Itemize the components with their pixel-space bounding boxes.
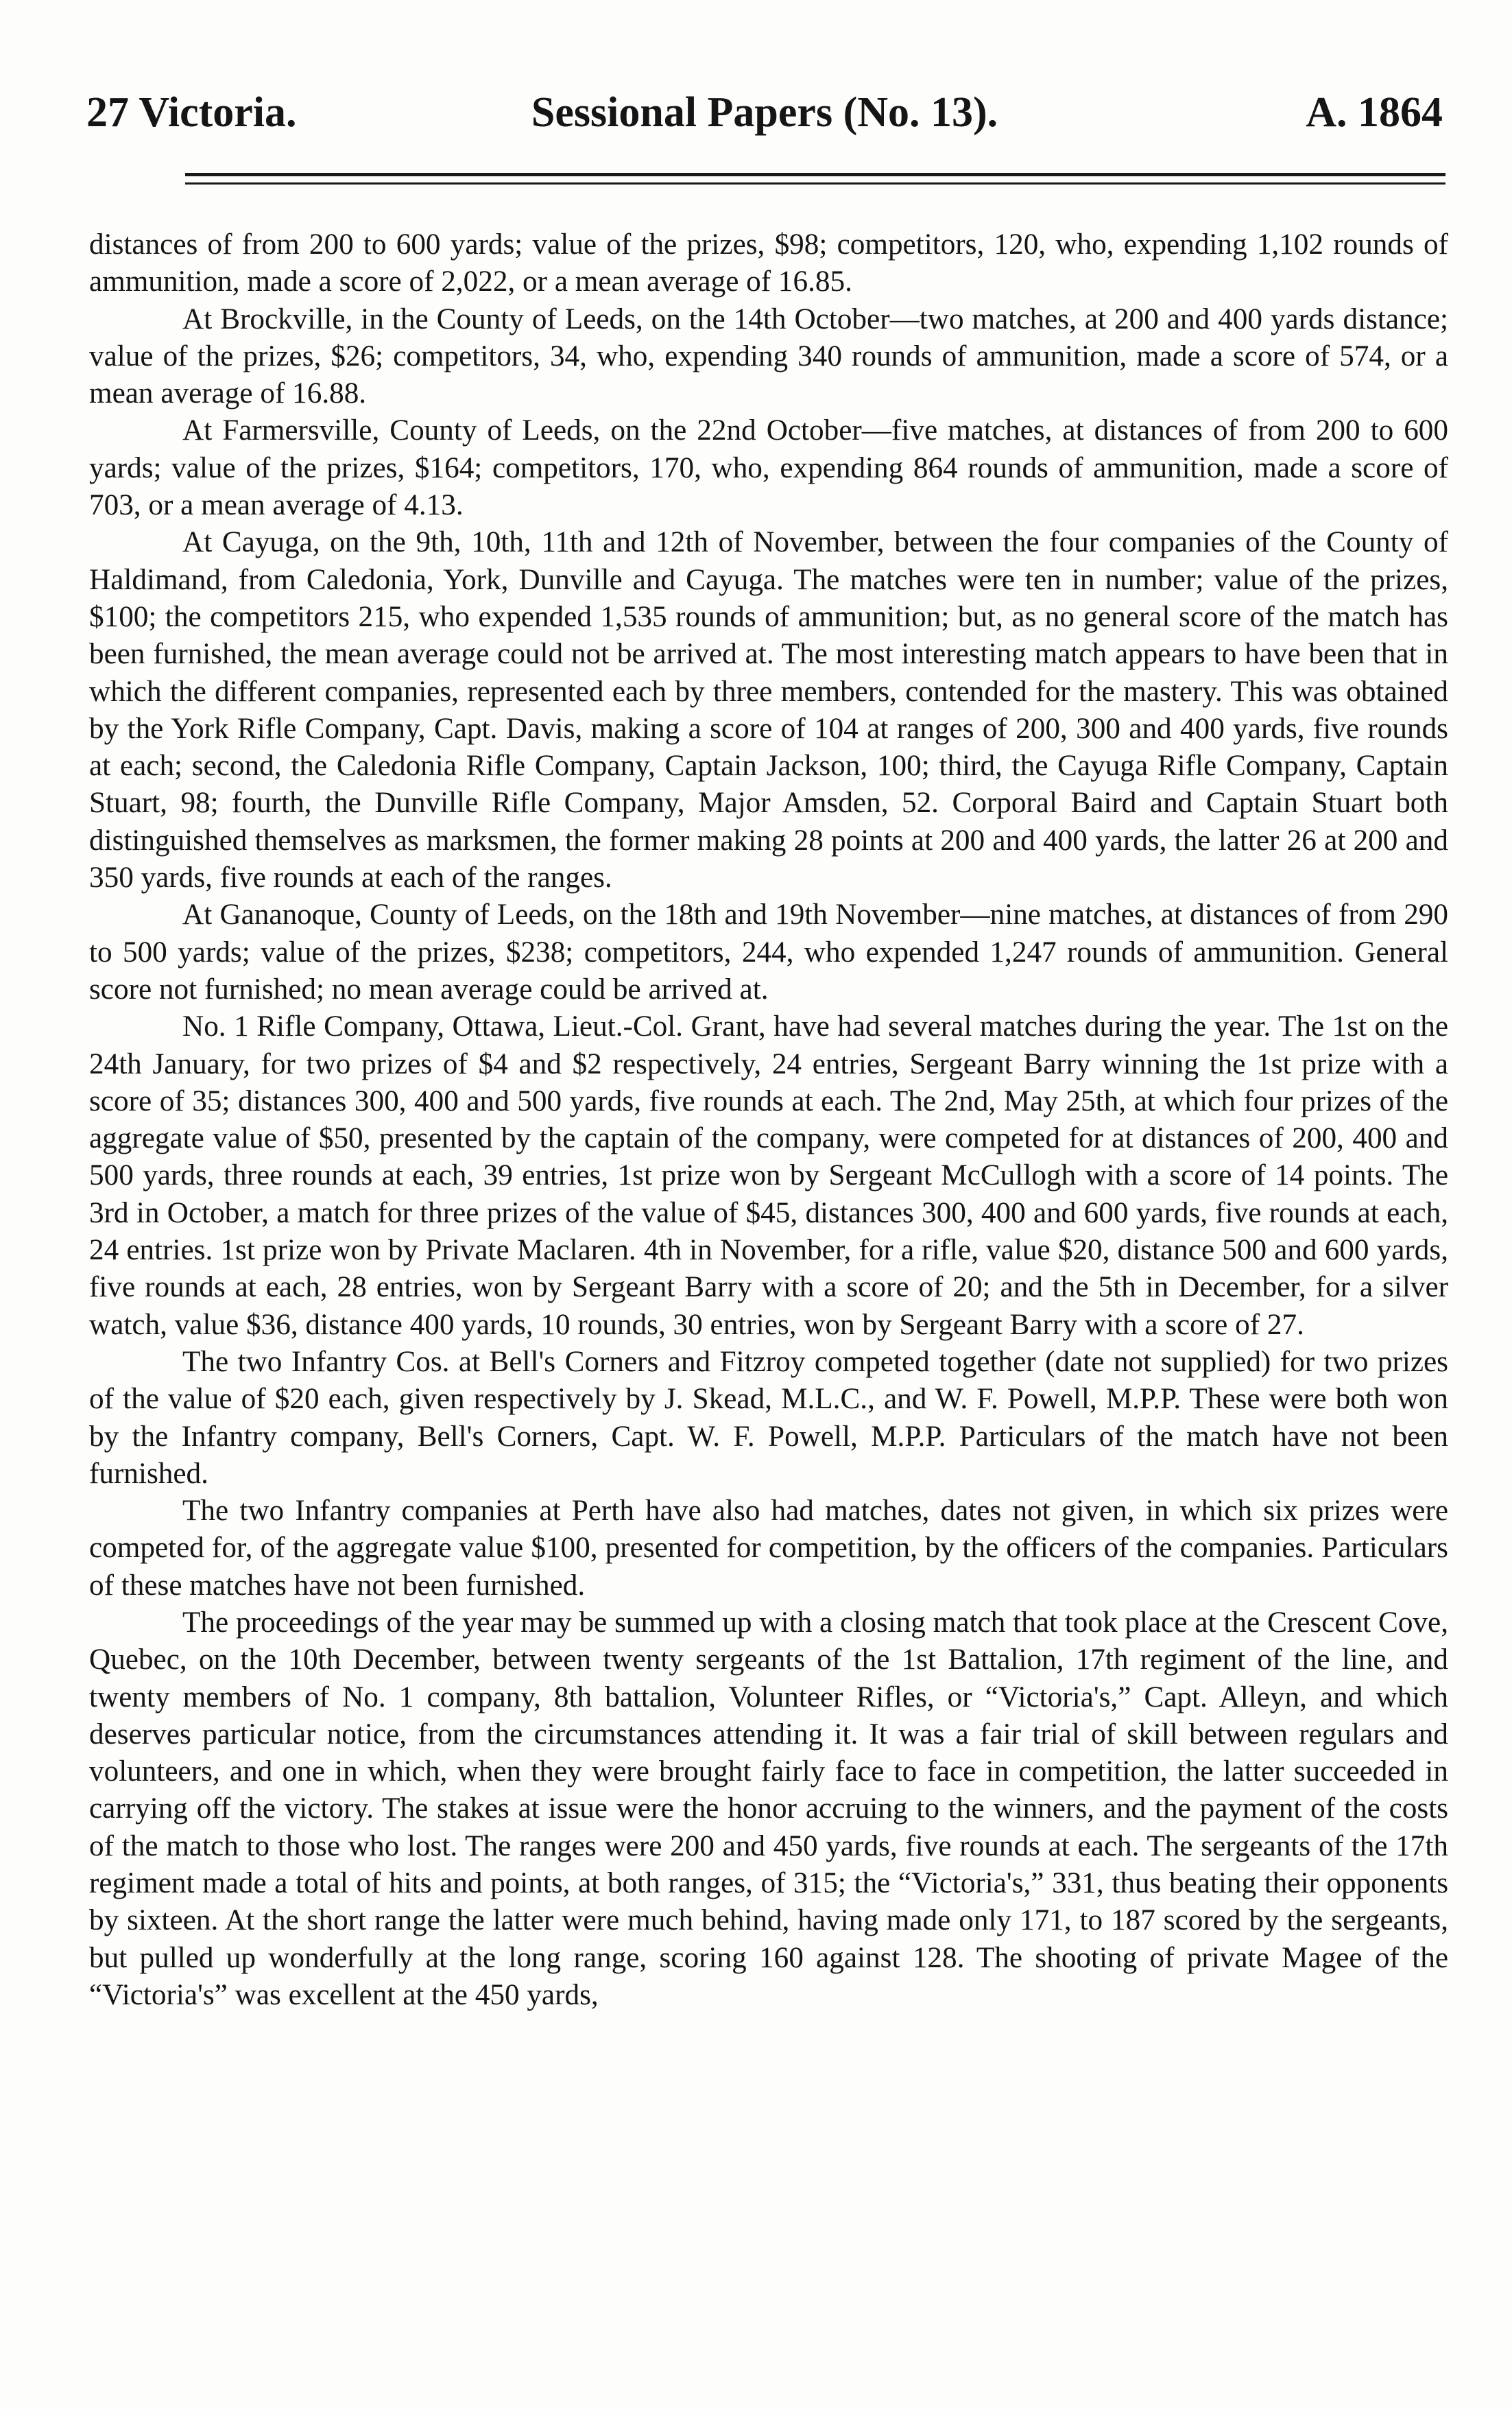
header-rule-thin [185, 182, 1445, 185]
paragraph: At Brockville, in the County of Leeds, on the 14th October—two matches, at 200 and 400 yards distance; value of the prizes, $26; competitors, 34, who, expending 340 rounds of ammunition, made a score of 574, or a mean average of 16.88. [89, 302, 1448, 410]
paragraph: No. 1 Rifle Company, Ottawa, Lieut.-Col. Grant, have had several matches during the year. The 1st on the 24th January, for two prizes of $4 and $2 respectively, 24 entries, Sergeant Barry winning the 1st prize with a score of 35; distances 300, 400 and 500 yards, five rounds at each. The 2nd, May 25th, at which four prizes of the aggregate value of $50, presented by the captain of the company, were competed for at distances of 200, 400 and 500 yards, three rounds at each, 39 entries, 1st prize won by Sergeant McCullogh with a score of 14 points. The 3rd in October, a match for three prizes of the value of $45, distances 300, 400 and 600 yards, five rounds at each, 24 entries. 1st prize won by Private Maclaren. 4th in November, for a rifle, value $20, distance 500 and 600 yards, five rounds at each, 28 entries, won by Sergeant Barry with a score of 20; and the 5th in December, for a silver watch, value $36, distance 400 yards, 10 rounds, 30 entries, won by Sergeant Barry with a score of 27. [89, 1010, 1448, 1341]
header-year: A. 1864 [1306, 89, 1443, 136]
paragraph: At Cayuga, on the 9th, 10th, 11th and 12th of November, between the four companies of the County of Haldimand, from Caledonia, York, Dunville and Cayuga. The matches were ten in number; value of the prizes, $100; the competitors 215, who expended 1,535 rounds of ammunition; but, as no general score of the match has been furnished, the mean average could not be arrived at. The most interesting match appears to have been that in which the different companies, represented each by three members, contended for the mastery. This was obtained by the York Rifle Company, Capt. Davis, making a score of 104 at ranges of 200, 300 and 400 yards, five rounds at each; second, the Caledonia Rifle Company, Captain Jackson, 100; third, the Cayuga Rifle Company, Captain Stuart, 98; fourth, the Dunville Rifle Company, Major Amsden, 52. Corporal Baird and Captain Stuart both distinguished themselves as marksmen, the former making 28 points at 200 and 400 yards, the latter 26 at 200 and 350 yards, five rounds at each of the ranges. [89, 526, 1448, 894]
body-text [89, 226, 1448, 2014]
paragraph: distances of from 200 to 600 yards; value of the prizes, $98; competitors, 120, who, expending 1,102 rounds of ammunition, made a score of 2,022, or a mean average of 16.85. [89, 228, 1448, 298]
header-rule-thick [185, 173, 1445, 176]
header-title: Sessional Papers (No. 13). [531, 89, 998, 136]
paragraph: At Farmersville, County of Leeds, on the 22nd October—five matches, at distances of from 200 to 600 yards; value of the prizes, $164; competitors, 170, who, expending 864 rounds of ammunition, made a score of 703, or a mean average of 4.13. [89, 414, 1448, 522]
paragraph: The two Infantry Cos. at Bell's Corners and Fitzroy competed together (date not supplied) for two prizes of the value of $20 each, given respectively by J. Skead, M.L.C., and W. F. Powell, M.P.P. These were both won by the Infantry company, Bell's Corners, Capt. W. F. Powell, M.P.P. Particulars of the match have not been furnished. [89, 1345, 1448, 1490]
header-session: 27 Victoria. [86, 89, 297, 136]
paragraph: The two Infantry companies at Perth have also had matches, dates not given, in which six prizes were competed for, of the aggregate value $100, presented for competition, by the officers of the companies. Particulars of these matches have not been furnished. [89, 1495, 1448, 1602]
paragraph: The proceedings of the year may be summed up with a closing match that took place at the Crescent Cove, Quebec, on the 10th December, between twenty sergeants of the 1st Battalion, 17th regiment of the line, and twenty members of No. 1 company, 8th battalion, Volunteer Rifles, or “Victoria's,” Capt. Alleyn, and which deserves particular notice, from the circumstances attending it. It was a fair trial of skill between regulars and volunteers, and one in which, when they were brought fairly face to face in competition, the latter succeeded in carrying off the victory. The stakes at issue were the honor accruing to the winners, and the payment of the costs of the match to those who lost. The ranges were 200 and 450 yards, five rounds at each. The sergeants of the 17th regiment made a total of hits and points, at both ranges, of 315; the “Victoria's,” 331, thus beating their opponents by sixteen. At the short range the latter were much behind, having made only 171, to 187 scored by the sergeants, but pulled up wonderfully at the long range, scoring 160 against 128. The shooting of private Magee of the “Victoria's” was excellent at the 450 yards, [89, 1606, 1448, 2011]
paragraph: At Gananoque, County of Leeds, on the 18th and 19th November—nine matches, at distances of from 290 to 500 yards; value of the prizes, $238; competitors, 244, who expended 1,247 rounds of ammunition. General score not furnished; no mean average could be arrived at. [89, 899, 1448, 1006]
page-header [86, 81, 1443, 144]
